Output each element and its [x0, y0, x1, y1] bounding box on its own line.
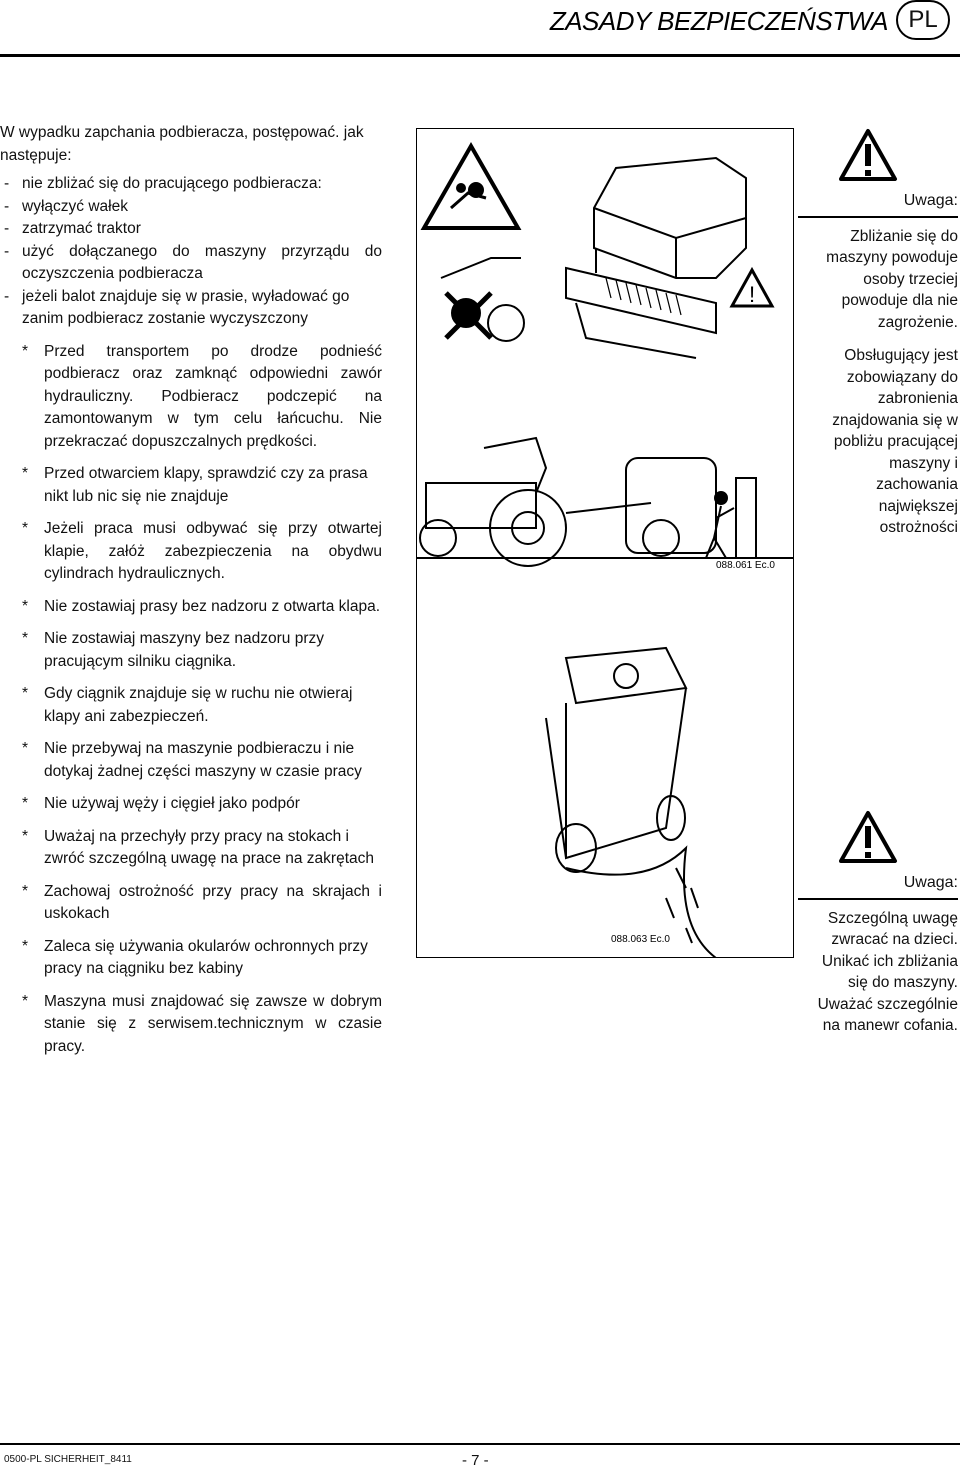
page-title: ZASADY BEZPIECZEŃSTWA: [549, 6, 888, 36]
document-code: 0500-PL SICHERHEIT_8411: [4, 1454, 132, 1465]
figure-code-2: 088.063 Ec.0: [611, 934, 670, 945]
list-item: - nie zbliżać się do pracującego podbieracza:: [4, 175, 322, 192]
list-item: * Maszyna musi znajdować się zawsze w dobrym stanie się z serwisem.technicznym w czasie pracy.: [22, 992, 382, 1055]
baler-slope-drawing: [546, 648, 716, 958]
footer-rule: [0, 1443, 960, 1445]
intro-text: W wypadku zapchania podbieracza, postępować. jak następuje:: [0, 124, 364, 164]
language-badge: PL: [896, 0, 950, 40]
list-item: * Nie używaj węży i cięgieł jako podpór: [22, 795, 300, 812]
list-item: * Nie przebywaj na maszynie podbieraczu i nie dotykaj żadnej części maszyny w czasie pracy: [22, 740, 362, 780]
safety-illustrations: [416, 128, 796, 958]
list-item: - jeżeli balot znajduje się w prasie, wyładować go zanim podbieracz zostanie wyczyszczony: [4, 287, 350, 327]
svg-text:!: !: [748, 282, 756, 307]
dash-list: [0, 173, 382, 331]
list-item: - wyłączyć wałek: [4, 197, 128, 215]
note-text: Zbliżanie się do maszyny powoduje osoby trzeciej powoduje dla nie zagrożenie. Obsługujący jest zobowiązany do zabronienia znajdowania się w pobliżu pracującej maszyny i zachowania największej ostrożności: [826, 227, 958, 536]
note-divider: [798, 216, 958, 218]
page-number: - 7 -: [462, 1452, 489, 1469]
warning-sign-illustration: [424, 146, 518, 228]
warning-triangle-icon: [838, 810, 898, 864]
list-item: * Zaleca się używania okularów ochronnych przy pracy na ciągniku bez kabiny: [22, 937, 368, 977]
list-item: * Jeżeli praca musi odbywać się przy otwartej klapie, załóż zabezpieczenia na obydwu cylindrach hydraulicznych.: [22, 520, 382, 582]
note-text: Szczególną uwagę zwracać na dzieci. Unikać ich zbliżania się do maszyny. Uważać szczególnie na manewr cofania.: [817, 909, 958, 1034]
header-rule: [0, 54, 960, 57]
note-box: [808, 128, 958, 551]
baler-pickup-drawing: [566, 158, 746, 358]
figure-code-1: 088.061 Ec.0: [716, 560, 775, 571]
list-item: * Gdy ciągnik znajduje się w ruchu nie otwieraj klapy ani zabezpieczeń.: [22, 685, 353, 725]
warning-triangle-icon: [838, 128, 898, 182]
list-item: - zatrzymać traktor: [4, 220, 141, 237]
safety-instructions: [0, 122, 382, 1068]
list-item: * Przed otwarciem klapy, sprawdzić czy za prasa nikt lub nic się nie znajduje: [22, 465, 368, 505]
list-item: * Nie zostawiaj maszyny bez nadzoru przy pracującym silniku ciągnika.: [22, 630, 324, 670]
note-title: Uwaga:: [903, 192, 958, 209]
note-title: Uwaga:: [903, 874, 958, 891]
note-box: [808, 810, 958, 1049]
no-hands-icon: [441, 258, 524, 341]
list-item: * Uważaj na przechyły przy pracy na stokach i zwróć szczególną uwagę na prace na zakrętach: [22, 827, 374, 867]
list-item: * Przed transportem po drodze podnieść podbieracz oraz zamknąć odpowiedni zawór hydrauliczny. Podbieracz podczepić na zamontowanym w tym celu łańcuchu. Nie przekraczać dopuszczalnych prędkości.: [22, 342, 382, 450]
star-list: [0, 341, 382, 1059]
note-divider: [798, 898, 958, 900]
list-item: * Zachowaj ostrożność przy pracy na skrajach i uskokach: [22, 882, 382, 922]
list-item: * Nie zostawiaj prasy bez nadzoru z otwarta klapa.: [22, 597, 380, 615]
list-item: - użyć dołączanego do maszyny przyrządu do oczyszczenia podbieracza: [4, 242, 382, 282]
